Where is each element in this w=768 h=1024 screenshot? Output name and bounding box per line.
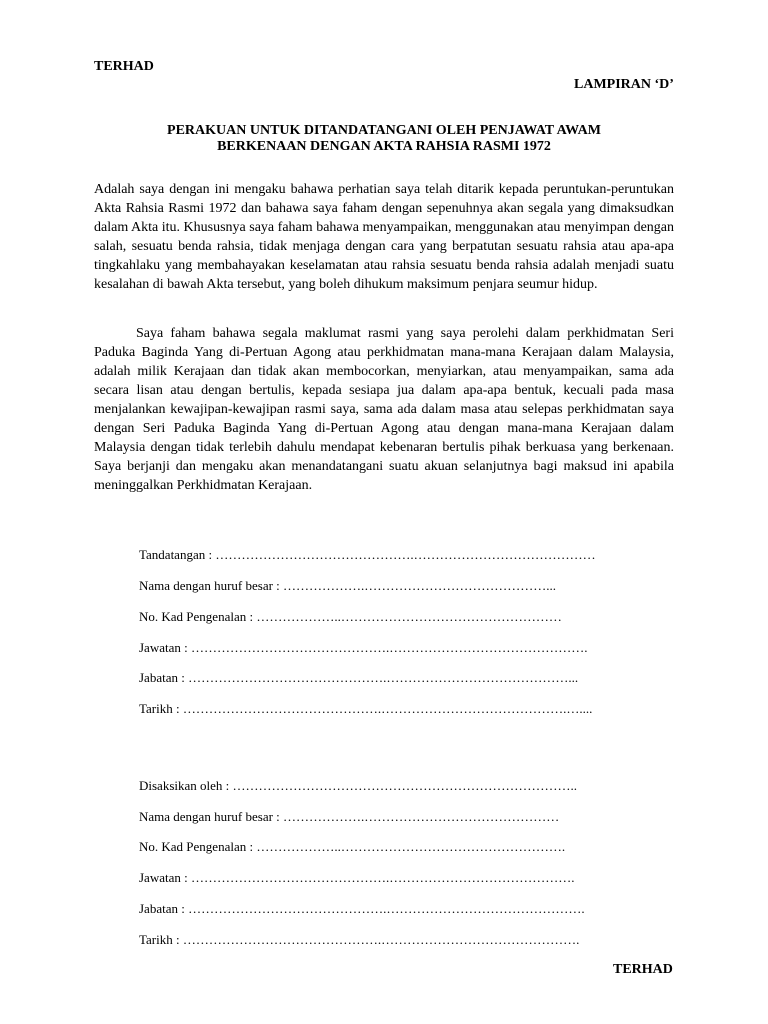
document-title-line-1: PERAKUAN UNTUK DITANDATANGANI OLEH PENJAWAT AWAM [167,123,601,138]
paragraph-1: Adalah saya dengan ini mengaku bahawa perhatian saya telah ditarik kepada peruntukan-peruntukan Akta Rahsia Rasmi 1972 dan bahawa saya faham dengan sepenuhnya akan segala yang dimaksudkan dalam Akta itu. Khususnya saya faham bahawa menyampaikan, menggunakan atau menyimpan dengan salah, sesuatu benda rahsia, tidak menjaga dengan cara yang berpatutan sesuatu rahsia atau apa-apa tingkahlaku yang membahayakan keselamatan atau rahsia sesuatu benda rahsia adalah menjadi suatu kesalahan di bawah Akta tersebut, yang boleh dihukum maksimum penjara seumur hidup. [94,182,674,292]
department-field[interactable]: Jabatan : ……………………………………….……………………………………... [139,670,579,685]
ic-number-field[interactable]: No. Kad Pengenalan : ………………..…………………………………………… [139,609,562,624]
position-field[interactable]: Jawatan : ……………………………………….………………………………………. [139,640,588,655]
classification-footer: TERHAD [613,962,673,977]
witness-ic-number-field[interactable]: No. Kad Pengenalan : ………………..……………………………………………. [139,839,566,854]
witness-field[interactable]: Disaksikan oleh : …………………………………………………………………….. [139,778,578,793]
full-name-field[interactable]: Nama dengan huruf besar : ……………….……………………………………... [139,578,557,593]
witness-date-field[interactable]: Tarikh : ……………………………………….………………………………………. [139,932,580,947]
date-field[interactable]: Tarikh : ……………………………………….…………………………………….….... [139,701,593,716]
signature-field[interactable]: Tandatangan : ……………………………………….…………………………………… [139,547,596,562]
witness-position-field[interactable]: Jawatan : ……………………………………….……………………………………. [139,870,575,885]
paragraph-2: Saya faham bahawa segala maklumat rasmi yang saya perolehi dalam perkhidmatan Seri Paduka Baginda Yang di-Pertuan Agong atau perkhidmatan mana-mana Kerajaan dalam Malaysia, adalah milik Kerajaan dan tidak akan membocorkan, menyiarkan, atau menyampaikan, sama ada secara lisan atau dengan bertulis, kepada sesiapa jua dalam apa-apa bentuk, kecuali pada masa menjalankan kewajipan-kewajipan rasmi saya, sama ada dalam masa atau selepas perkhidmatan saya dengan Seri Paduka Baginda Yang di-Pertuan Agong atau dengan mana-mana Kerajaan dalam Malaysia dengan tidak terlebih dahulu mendapat kebenaran bertulis pihak berkuasa yang berkenaan. Saya berjanji dan mengaku akan menandatangani suatu akuan selanjutnya bagi maksud ini apabila meninggalkan Perkhidmatan Kerajaan. [94,326,674,493]
appendix-label: LAMPIRAN ‘D’ [574,77,674,92]
document-title-line-2: BERKENAAN DENGAN AKTA RAHSIA RASMI 1972 [217,139,551,154]
witness-full-name-field[interactable]: Nama dengan huruf besar : ……………….……………………………………… [139,809,560,824]
classification-header: TERHAD [94,59,154,74]
witness-department-field[interactable]: Jabatan : ……………………………………….………………………………………. [139,901,585,916]
